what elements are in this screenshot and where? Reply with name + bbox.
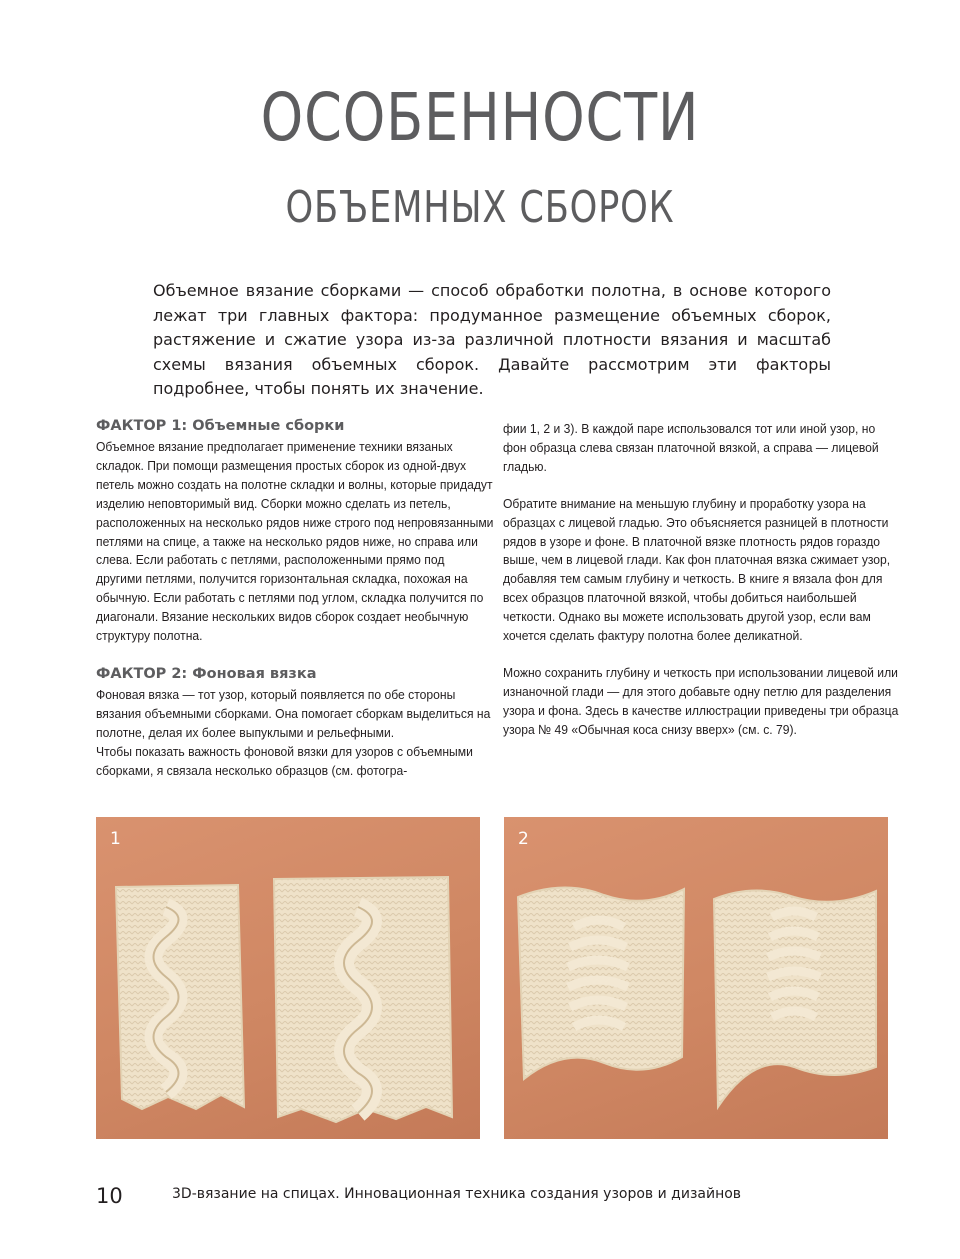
factor-2-name: Фоновая вязка xyxy=(192,665,317,682)
photo-1 xyxy=(96,817,480,1139)
page-title: ОСОБЕННОСТИ xyxy=(260,79,700,156)
right-paragraph-1: фии 1, 2 и 3). В каждой паре использовался тот или иной узор, но фон образца слева связан платочной вязкой, а справа — лицевой гладью. xyxy=(503,421,879,474)
factor-2-text-1: Фоновая вязка — тот узор, который появляется по обе стороны вязания объемными сборками. Она помогает сборкам выделиться на полотне, делая их более выпуклыми и рельефными. xyxy=(96,686,491,740)
right-paragraph-2: Обратите внимание на меньшую глубину и проработку узора на образцах с лицевой гладью. Это объясняется разницей в плотности рядов в узоре и фоне. В платочной вязке плотность рядов гораздо выше, чем в лицевой глади. Как фон платочная вязка сжимает узор, добавляя тем самым глубину и четкость. В книге я вязала фон для всех образцов платочной вязкой, чтобы добиться наибольшей четкости. Однако вы можете использовать другой узор, если вам хочется сделать фактуру полотна более деликатной. xyxy=(503,495,891,644)
page-subtitle: ОБЪЕМНЫХ СБОРОК xyxy=(285,182,675,233)
book-title-footer: 3D-вязание на спицах. Инновационная техника создания узоров и дизайнов xyxy=(172,1186,742,1202)
factor-2-text-2: Чтобы показать важность фоновой вязки для узоров с объемными сборками, я связала несколько образцов (см. фотогра- xyxy=(96,743,473,778)
factor-2-label: ФАКТОР 2: xyxy=(96,665,188,682)
factor-1-name: Объемные сборки xyxy=(192,418,345,434)
photo-1-number: 1 xyxy=(110,829,121,849)
knit-swatches-2-illustration xyxy=(504,817,888,1139)
photo-2-number: 2 xyxy=(518,829,529,849)
left-column xyxy=(96,416,494,781)
right-column xyxy=(503,420,901,740)
factor-2-heading xyxy=(96,664,494,684)
knit-swatches-1-illustration xyxy=(96,817,480,1139)
photo-2 xyxy=(504,817,888,1139)
factor-1-label: ФАКТОР 1: xyxy=(96,418,188,434)
factor-1-heading xyxy=(96,416,494,436)
intro-paragraph: Объемное вязание сборками — способ обработки полотна, в основе которого лежат три главных фактора: продуманное размещение объемных сборок, растяжение и сжатие узора из-за различной плотности вязания и масштаб схемы вязания объемных сборок. Давайте рассмотрим эти факторы подробнее, чтобы понять их значение. xyxy=(153,281,831,399)
right-paragraph-3: Можно сохранить глубину и четкость при использовании лицевой или изнаночной глади — для этого добавьте одну петлю для разделения узора и фона. Здесь в качестве иллюстрации приведены три образца узора № 49 «Обычная коса снизу вверх» (см. с. 79). xyxy=(503,664,899,737)
factor-1-text: Объемное вязание предполагает применение техники вязаных складок. При помощи размещения простых сборок из одной-двух петель можно создать на полотне складки и волны, которые придадут изделию неповторимый вид. Сборки можно сделать из петель, расположенных на несколько рядов ниже строго под непровязанными петлями на спице, а также на несколько рядов ниже, но справа или слева. Если работать с петлями, расположенными прямо под другими петлями, получится горизонтальная складка, похожая на обычную. Если работать с петлями под углом, складка получится по диагонали. Вязание нескольких видов сборок создает необычную структуру полотна. xyxy=(96,439,494,644)
page-number: 10 xyxy=(96,1184,123,1208)
